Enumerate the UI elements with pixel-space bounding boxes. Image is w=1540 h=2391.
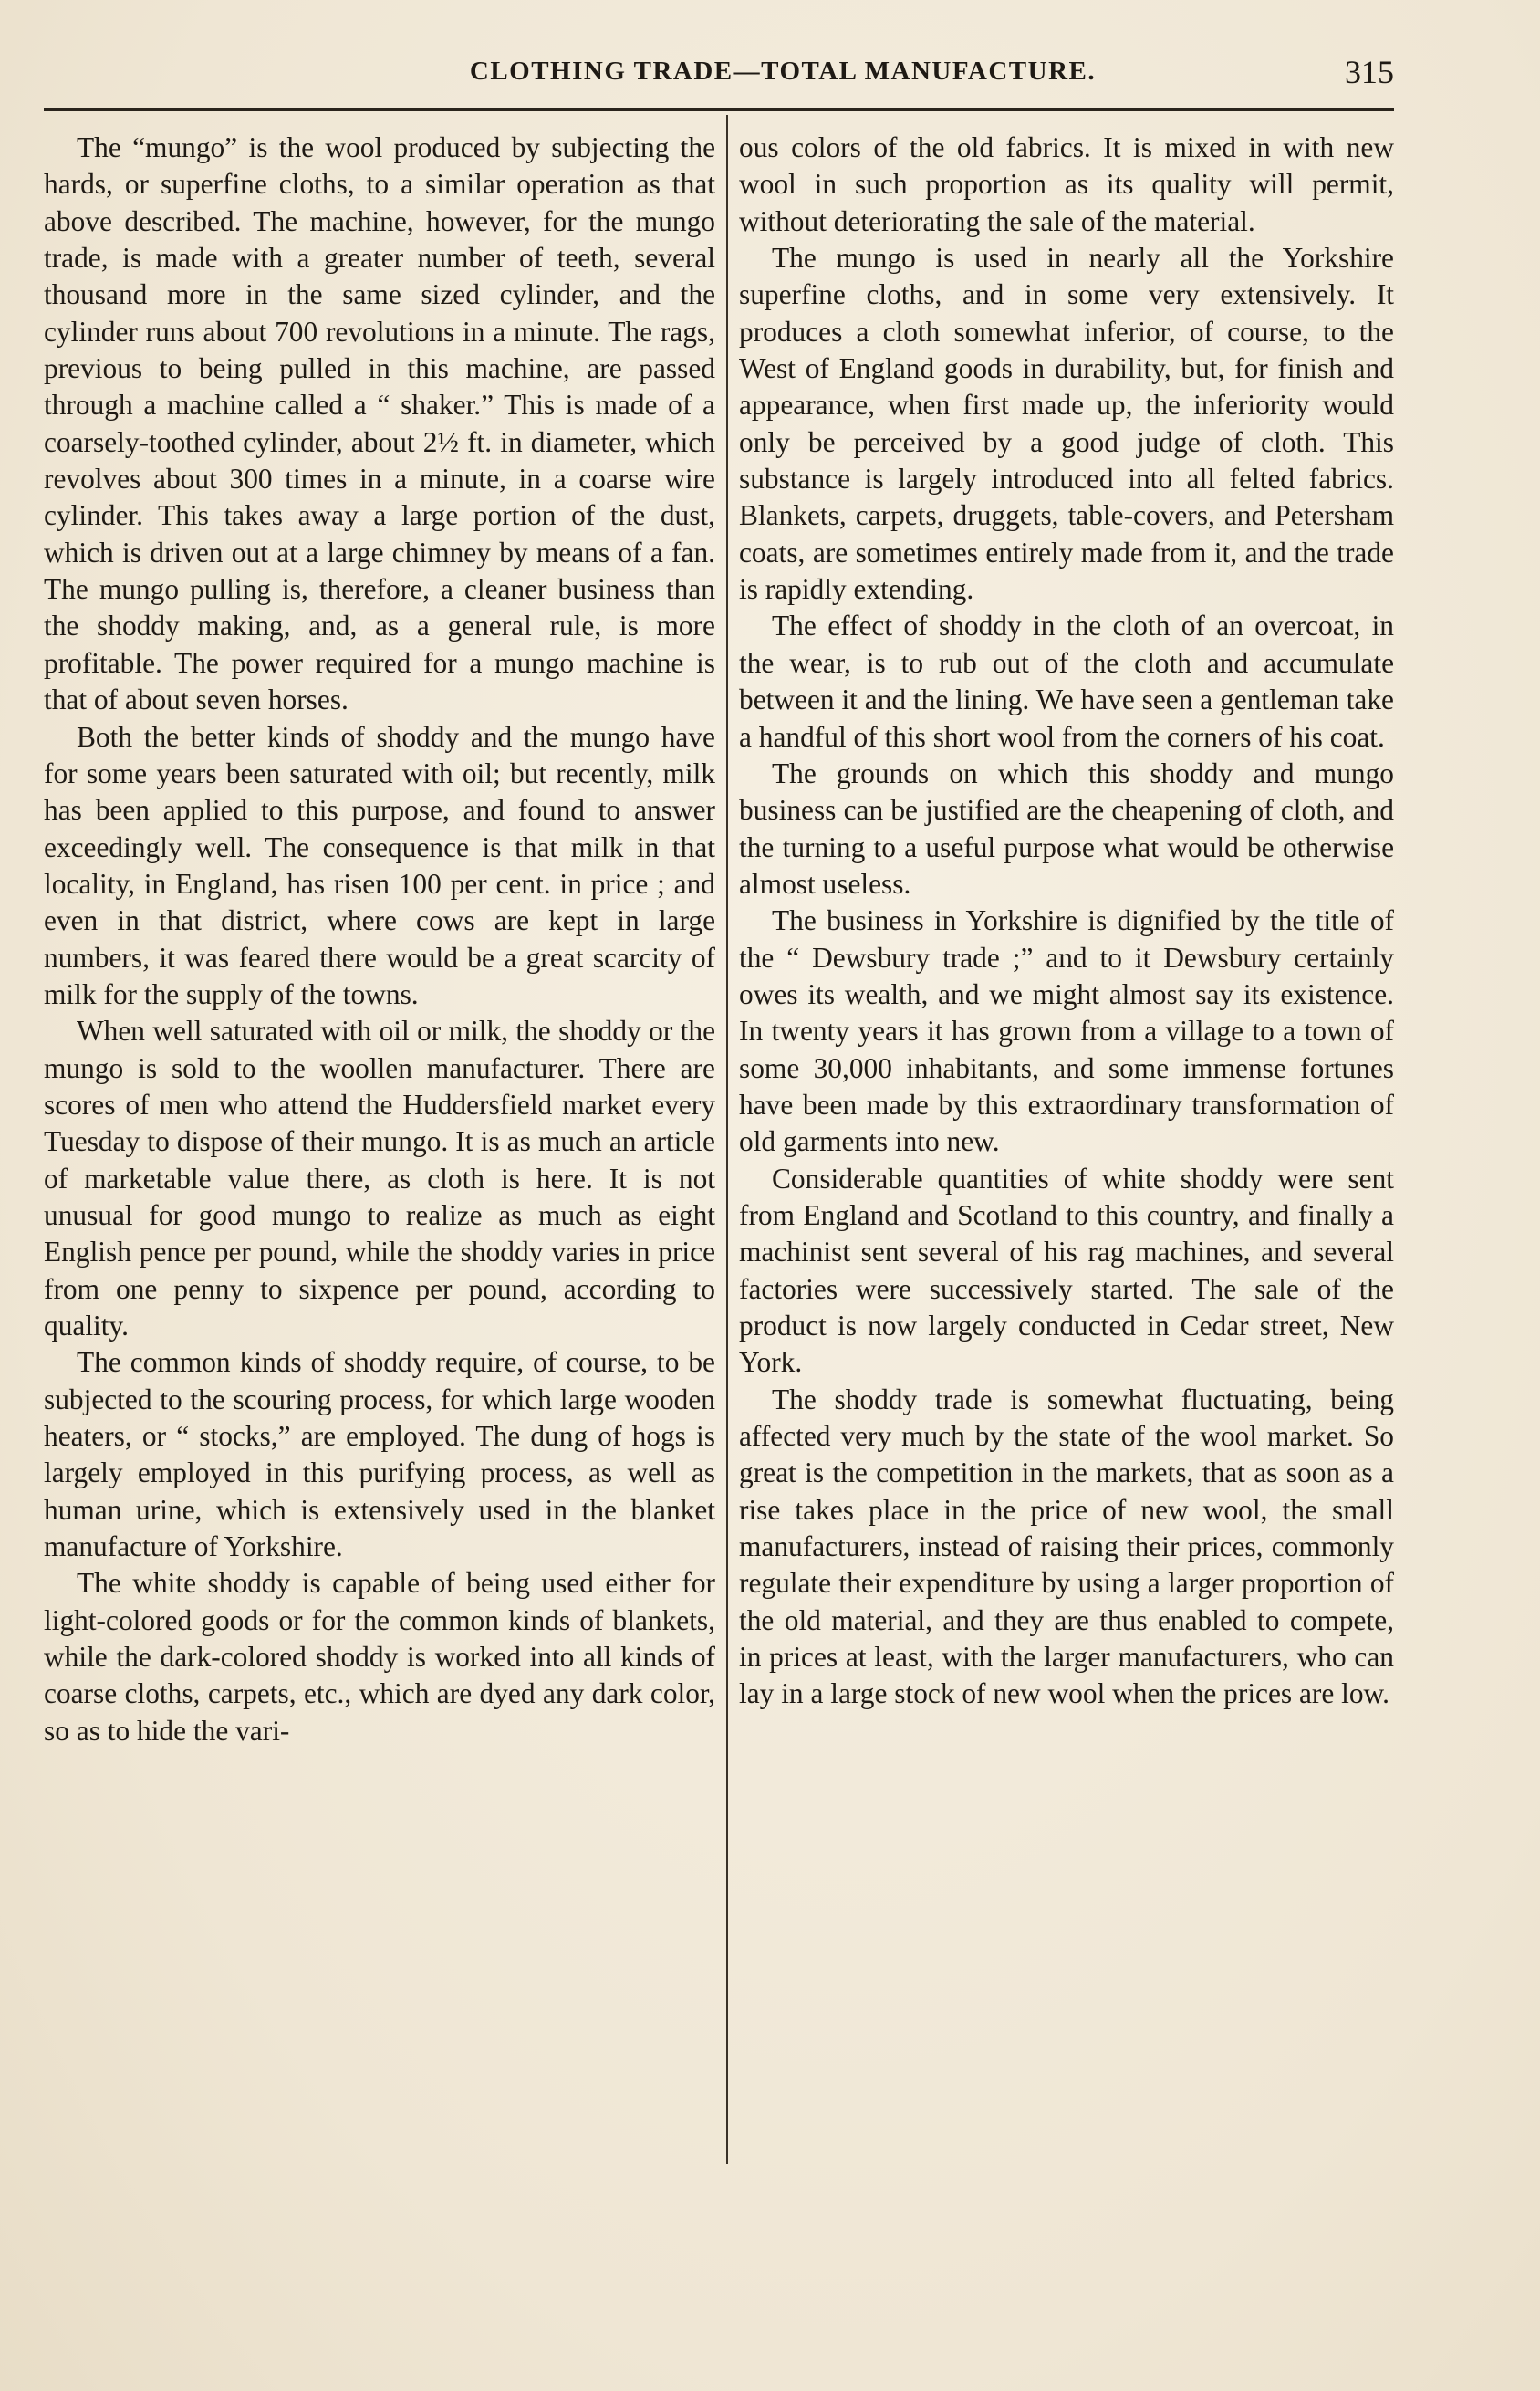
paragraph: The effect of shoddy in the cloth of an overcoat, in the wear, is to rub out of the cloth and accumulate between it and the lining. We have seen a gentleman take a handful of this short wool from the corners of his coat. (739, 610, 1394, 753)
paragraph: Considerable quantities of white shoddy were sent from England and Scotland to this country, and finally a machinist sent several of his rag machines, and several factories were successively started. The sale of the product is now largely conducted in Cedar street, New York. (739, 1162, 1394, 1379)
page-number: 315 (1345, 54, 1394, 90)
paragraph: The white shoddy is capable of being used either for light-colored goods or for the common kinds of blankets, while the dark-colored shoddy is worked into all kinds of coarse cloths, carpets, etc., which are dyed any dark color, so as to hide the vari- (44, 1567, 715, 1747)
column-divider (726, 115, 728, 2164)
paragraph: The grounds on which this shoddy and mungo business can be justified are the cheapening of cloth, and the turning to a useful purpose what would be otherwise almost useless. (739, 757, 1394, 900)
left-column (44, 130, 715, 1749)
paragraph: The shoddy trade is somewhat fluctuating, being affected very much by the state of the wool market. So great is the competition in the markets, that as soon as a rise takes place in the price of new wool, the small manufacturers, instead of raising their prices, commonly regulate their expenditure by using a larger proportion of the old material, and they are thus enabled to compete, in prices at least, with the larger manufacturers, who can lay in a large stock of new wool when the prices are low. (739, 1383, 1394, 1710)
header-rule (44, 108, 1394, 111)
running-title: CLOTHING TRADE—TOTAL MANUFACTURE. (469, 57, 1097, 86)
paragraph: When well saturated with oil or milk, the shoddy or the mungo is sold to the woollen manufacturer. There are scores of men who attend the Huddersfield market every Tuesday to dispose of their mungo. It is as much an article of marketable value there, as cloth is here. It is not unusual for good mungo to realize as much as eight English pence per pound, while the shoddy varies in price from one penny to sixpence per pound, according to quality. (44, 1015, 715, 1342)
paragraph: The business in Yorkshire is dignified by the title of the “ Dewsbury trade ;” and to it Dewsbury certainly owes its wealth, and we might almost say its existence. In twenty years it has grown from a village to a town of some 30,000 inhabitants, and some immense fortunes have been made by this extraordinary transformation of old garments into new. (739, 904, 1394, 1158)
paragraph: The mungo is used in nearly all the Yorkshire superfine cloths, and in some very extensively. It produces a cloth somewhat inferior, of course, to the West of England goods in durability, but, for finish and appearance, when first made up, the inferiority would only be perceived by a good judge of cloth. This substance is largely introduced into all felted fabrics. Blankets, carpets, druggets, table-covers, and Petersham coats, are sometimes entirely made from it, and the trade is rapidly extending. (739, 242, 1394, 606)
paragraph: The “mungo” is the wool produced by subjecting the hards, or superfine cloths, to a similar operation as that above described. The machine, however, for the mungo trade, is made with a greater number of teeth, several thousand more in the same sized cylinder, and the cylinder runs about 700 revolutions in a minute. The rags, previous to being pulled in this machine, are passed through a machine called a “ shaker.” This is made of a coarsely-toothed cylinder, about 2½ ft. in diameter, which revolves about 300 times in a minute, in a coarse wire cylinder. This takes away a large portion of the dust, which is driven out at a large chimney by means of a fan. The mungo pulling is, therefore, a cleaner business than the shoddy making, and, as a general rule, is more profitable. The power required for a mungo machine is that of about seven horses. (44, 131, 715, 716)
right-column (739, 130, 1394, 1713)
page-header (44, 53, 1394, 108)
paragraph: The common kinds of shoddy require, of course, to be subjected to the scouring process, for which large wooden heaters, or “ stocks,” are employed. The dung of hogs is largely employed in this purifying process, as well as human urine, which is extensively used in the blanket manufacture of Yorkshire. (44, 1346, 715, 1563)
paragraph: Both the better kinds of shoddy and the mungo have for some years been saturated with oil; but recently, milk has been applied to this purpose, and found to answer exceedingly well. The consequence is that milk in that locality, in England, has risen 100 per cent. in price ; and even in that district, where cows are kept in large numbers, it was feared there would be a great scarcity of milk for the supply of the towns. (44, 720, 715, 1010)
paragraph: ous colors of the old fabrics. It is mixed in with new wool in such proportion as its quality will permit, without deteriorating the sale of the material. (739, 131, 1394, 237)
